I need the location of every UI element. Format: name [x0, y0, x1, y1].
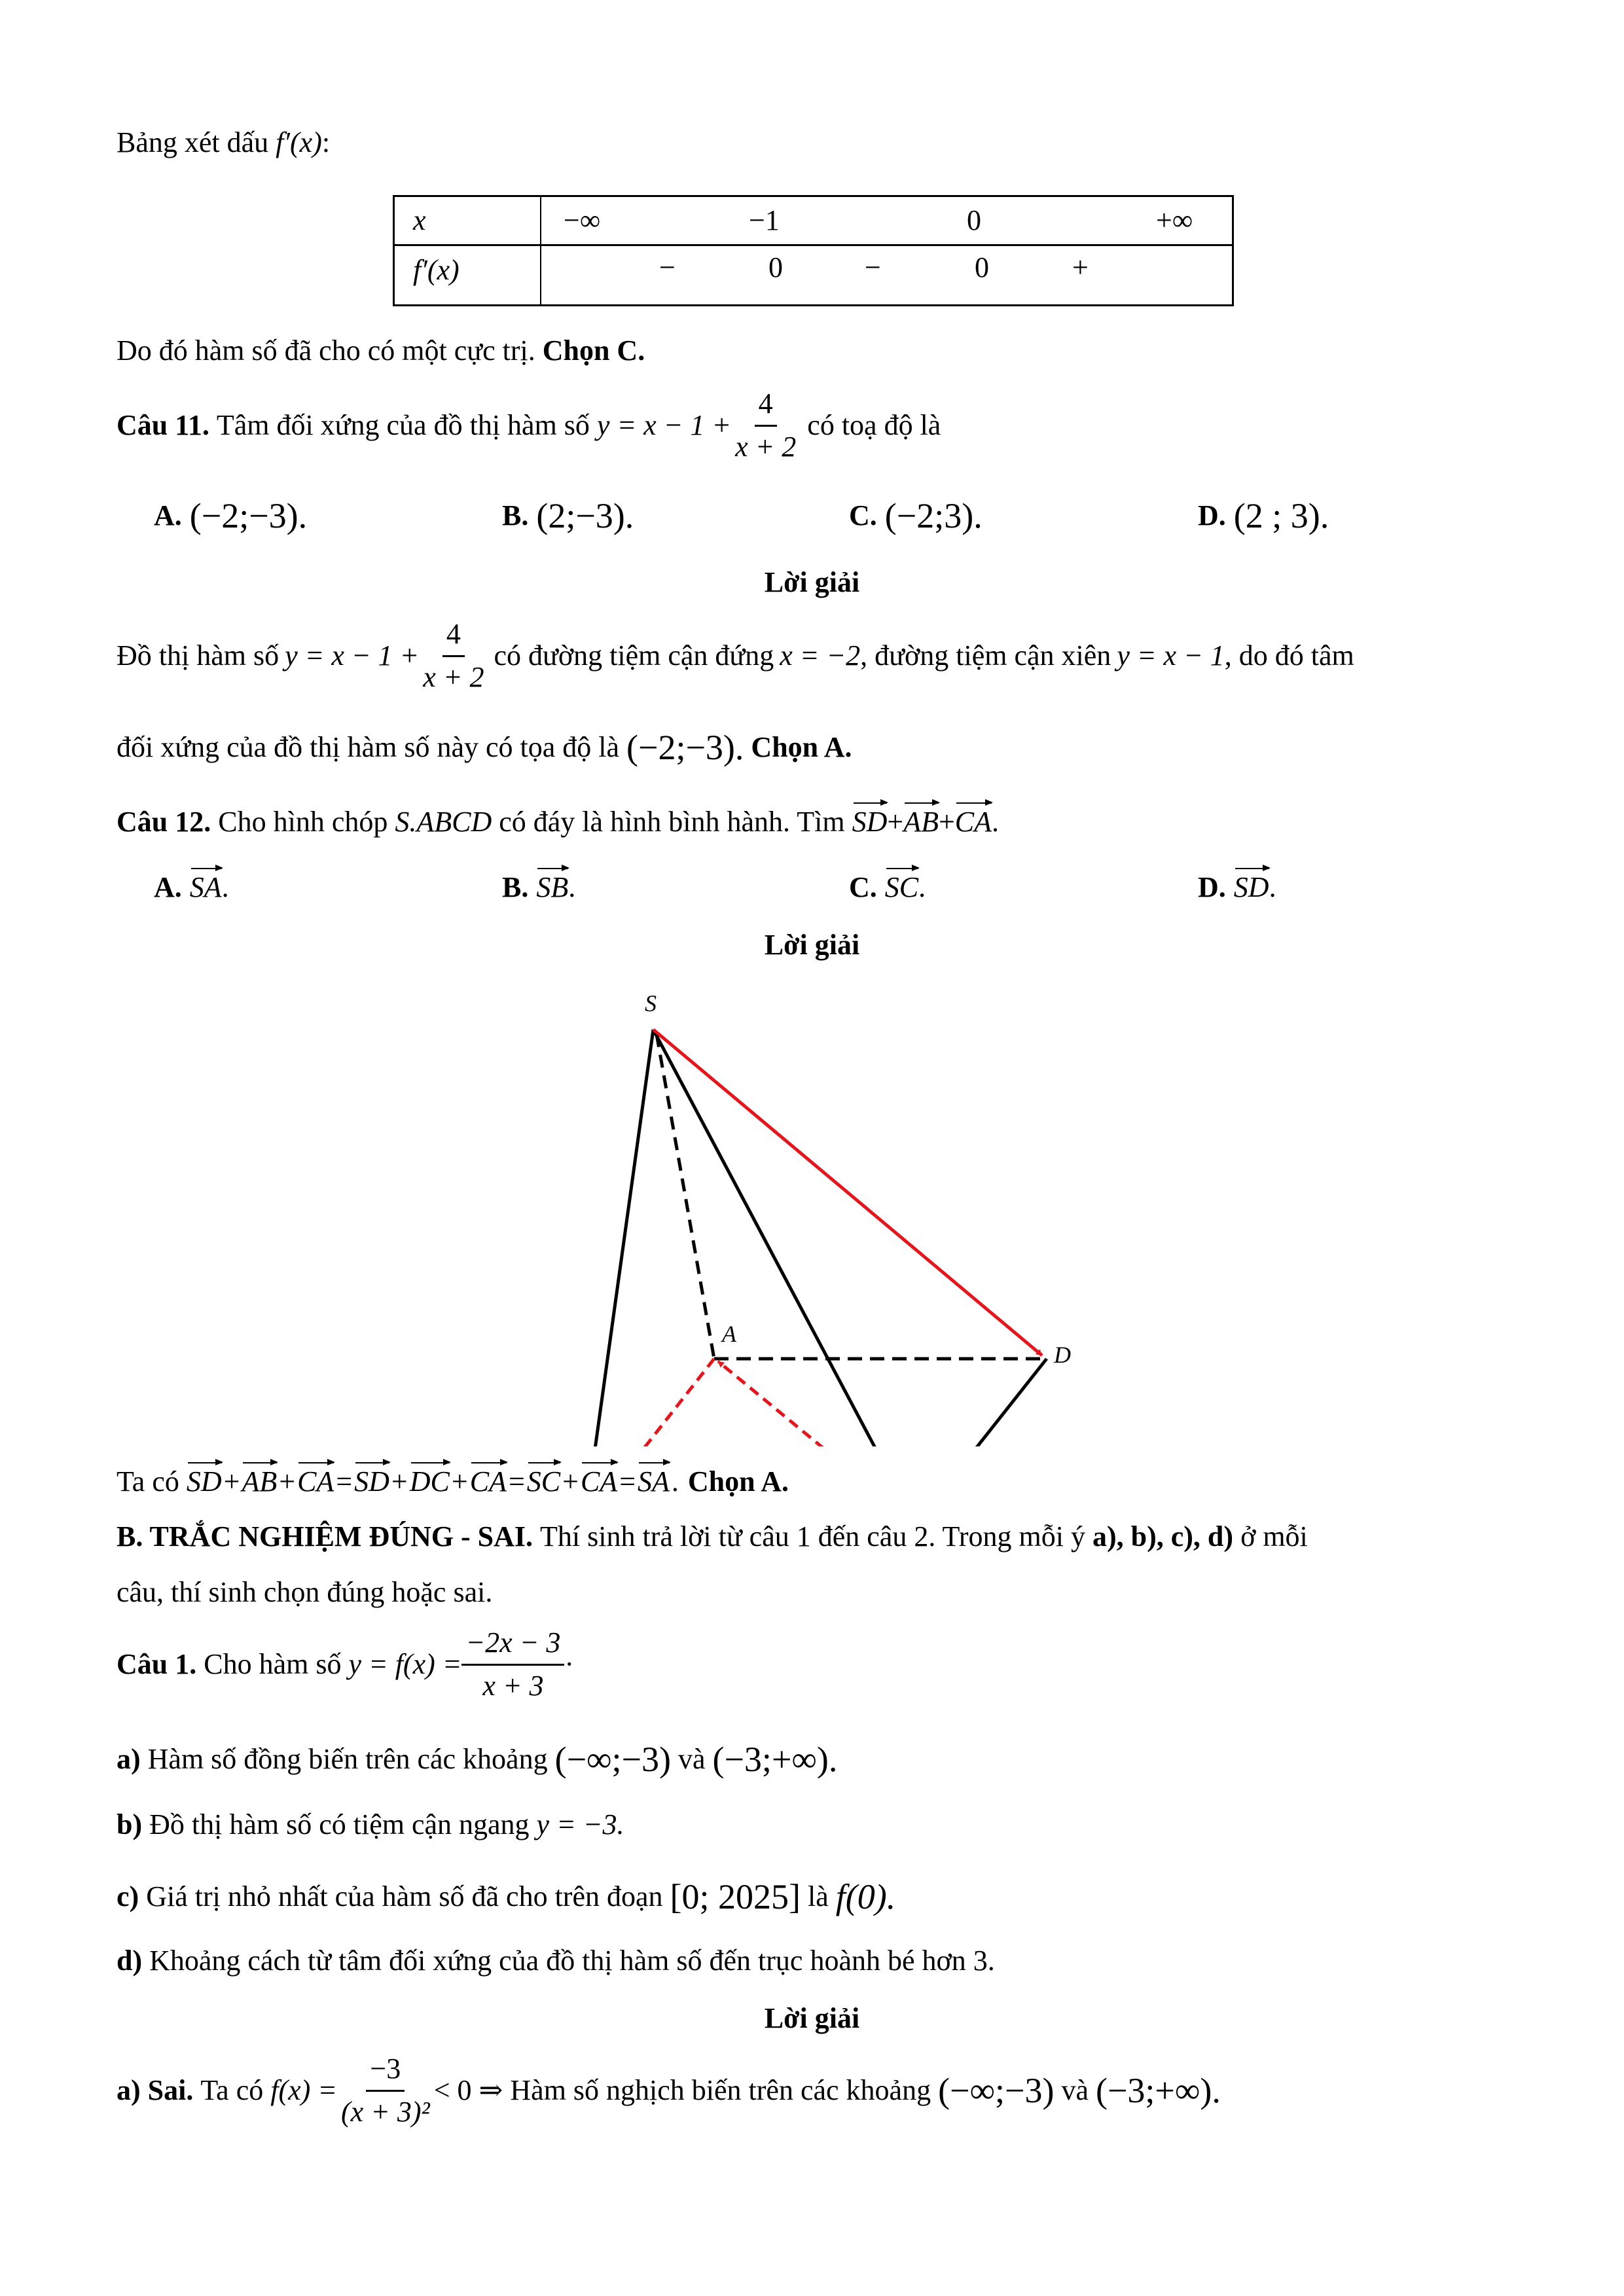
solution-a-expression	[270, 2053, 503, 2128]
sign-table-intro	[117, 126, 330, 160]
section-b-intro	[117, 1520, 1308, 1554]
sign-table-sign: 0	[768, 251, 783, 283]
chain-vector: SD	[354, 1465, 389, 1499]
statement-label: b)	[117, 1808, 143, 1840]
sign-table-colon: :	[321, 126, 331, 158]
q1-statement-c[interactable]	[117, 1876, 895, 1918]
q11-sol-line2-text: đối xứng của đồ thị hàm số này có tọa độ là	[117, 731, 620, 763]
statement-text: Hàm số đồng biến trên các khoảng	[147, 1743, 548, 1775]
section-b-intro-line2	[117, 1575, 492, 1610]
option-period: .	[568, 871, 576, 903]
sign-table-sign: −	[659, 251, 676, 283]
q11-sol-fraction	[419, 618, 488, 694]
sign-table-func: f′(x)	[276, 126, 322, 158]
solution-a-math2: (−3;+∞).	[1095, 2070, 1221, 2110]
statement-text: Giá trị nhỏ nhất của hàm số đã cho trên đoạn	[146, 1880, 663, 1912]
q12-sol-chain	[187, 1465, 681, 1499]
q11-frac-num: 4	[755, 387, 777, 427]
option-value: (−2;−3).	[189, 496, 308, 535]
option-vector: SD	[1234, 870, 1269, 905]
option-label: A.	[154, 499, 182, 531]
q11-sol-va-group	[780, 639, 1111, 673]
section-b-heading: B. TRẮC NGHIỆM ĐÚNG - SAI.	[117, 1520, 533, 1552]
solution-a-lhs: f(x) =	[270, 2073, 337, 2106]
chain-vector: SC	[527, 1465, 560, 1499]
statement-and: và	[677, 1743, 706, 1775]
edge-SA	[657, 1034, 714, 1359]
vector-SD	[653, 1030, 1042, 1355]
q11-sol-mid2: , đường tiệm cận xiên	[860, 639, 1111, 672]
q11-option-c[interactable]	[849, 495, 983, 537]
sign-table-sign: +	[1072, 251, 1089, 283]
chain-operator: +	[451, 1465, 468, 1498]
q12-pyramid: S.ABCD	[395, 806, 492, 838]
edge-SB	[585, 1030, 653, 1446]
option-period: .	[221, 871, 229, 903]
chain-operator: =	[619, 1465, 636, 1498]
chain-operator: +	[223, 1465, 240, 1498]
sign-table-x-label: x	[413, 204, 426, 236]
statement-label: d)	[117, 1945, 143, 1977]
chain-operator: =	[336, 1465, 353, 1498]
chain-vector: DC	[410, 1465, 450, 1499]
option-label: B.	[502, 499, 529, 531]
option-vector: SB	[536, 870, 568, 905]
sign-table-func-group	[276, 126, 330, 160]
q11-sol-expr: y = x − 1 +	[285, 639, 420, 672]
section-b-text3: câu, thí sinh chọn đúng hoặc sai.	[117, 1576, 493, 1608]
option-vector: SC	[885, 870, 918, 905]
statement-label: a)	[117, 1743, 141, 1775]
q11-text-before: Tâm đối xứng của đồ thị hàm số	[216, 408, 590, 441]
q12-solution-line	[117, 1465, 789, 1499]
q11-frac-den: x + 2	[735, 430, 797, 463]
solution-a-and: và	[1061, 2073, 1089, 2106]
sign-table-x-value: −1	[749, 204, 780, 236]
solution-a-math1: (−∞;−3)	[938, 2070, 1055, 2110]
sign-table-col-divider	[540, 197, 541, 304]
q1-statement-d[interactable]	[117, 1944, 995, 1979]
q11-stem	[117, 387, 941, 463]
q12-label: Câu 12.	[117, 806, 211, 838]
q12-stem	[117, 805, 999, 840]
statement-math: y = −3.	[536, 1808, 624, 1840]
q11-solution-line2	[117, 726, 852, 769]
solution-a-frac-num: −3	[366, 2053, 405, 2092]
sign-table-x-value: −∞	[564, 204, 601, 236]
q11-label: Câu 11.	[117, 408, 209, 441]
statement-and: là	[807, 1880, 829, 1912]
q12-vector: AB	[903, 805, 939, 840]
q12-option-c[interactable]	[849, 870, 926, 905]
chain-operator: .	[671, 1465, 679, 1498]
sign-table-x-value: 0	[967, 204, 981, 236]
q12-vector-sum	[852, 805, 999, 840]
q1-fraction	[461, 1626, 564, 1702]
edge-CD	[916, 1359, 1047, 1446]
section-b-text2: ở mỗi	[1240, 1520, 1308, 1552]
q12-text-before: Cho hình chóp	[218, 806, 388, 838]
option-label: B.	[502, 871, 529, 903]
sign-table-f-label: f′(x)	[413, 254, 460, 286]
q1-expression	[348, 1626, 574, 1702]
q1-stem	[117, 1626, 574, 1702]
solution-a-frac-den: (x + 3)²	[340, 2095, 430, 2128]
chain-vector: SA	[638, 1465, 670, 1499]
option-label: C.	[849, 871, 877, 903]
option-label: A.	[154, 871, 182, 903]
sign-table	[393, 195, 1234, 306]
q11-expression	[597, 387, 800, 463]
sign-table-sign: −	[865, 251, 881, 283]
q11-text-after: có toạ độ là	[807, 408, 941, 441]
q11-sol-frac-num: 4	[442, 618, 465, 657]
option-period: .	[1269, 871, 1276, 903]
vertex-label-A: A	[722, 1321, 736, 1347]
q11-solution-line1	[117, 618, 1354, 694]
section-b-items: a), b), c), d)	[1092, 1520, 1234, 1552]
q11-sol-choice: Chọn A.	[751, 731, 852, 763]
q12-solution-heading: Lời giải	[764, 929, 860, 961]
q1-expr-lhs: y = f(x) =	[348, 1647, 462, 1680]
q12-sol-choice: Chọn A.	[687, 1465, 789, 1498]
q11-sol-frac-den: x + 2	[423, 660, 484, 693]
q12-vector: SD	[852, 805, 888, 840]
q10-conclusion	[117, 334, 645, 368]
chain-operator: +	[391, 1465, 408, 1498]
q11-sol-mid: có đường tiệm cận đứng	[494, 639, 774, 672]
q12-vector: CA	[955, 805, 992, 840]
q11-option-b[interactable]	[502, 495, 634, 537]
q12-text-mid: có đáy là hình bình hành. Tìm	[499, 806, 845, 838]
option-value: (2;−3).	[536, 496, 634, 535]
pyramid-figure	[524, 975, 1113, 1446]
option-value: (2 ; 3).	[1233, 496, 1329, 535]
q10-choice: Chọn C.	[542, 334, 645, 367]
plus-sign: +	[887, 806, 904, 838]
sign-table-label: Bảng xét dấu	[117, 126, 269, 158]
period: .	[992, 806, 1000, 838]
sign-table-row-divider	[395, 244, 1232, 246]
plus-sign: +	[938, 806, 955, 838]
q1-text-before: Cho hàm số	[204, 1647, 342, 1680]
option-label: D.	[1198, 871, 1226, 903]
q1-statement-b[interactable]	[117, 1808, 624, 1842]
q11-sol-va: x = −2	[780, 639, 861, 672]
q1-frac-den: x + 3	[482, 1669, 544, 1702]
solution-a-prefix: Ta có	[200, 2073, 264, 2106]
vertex-label-S: S	[645, 990, 657, 1016]
q11-sol-point: (−2;−3).	[626, 728, 744, 767]
statement-math: 3.	[973, 1945, 995, 1977]
chain-vector: CA	[581, 1465, 617, 1499]
option-value: (−2;3).	[884, 496, 983, 535]
edge-SC	[653, 1030, 916, 1446]
option-period: .	[918, 871, 926, 903]
q1-solution-a	[117, 2053, 1221, 2128]
q11-sol-expression	[285, 618, 488, 694]
q12-option-b[interactable]	[502, 870, 575, 905]
q1-statement-a[interactable]	[117, 1738, 837, 1781]
q1-solution-heading: Lời giải	[764, 2002, 860, 2034]
statement-math: [0; 2025]	[670, 1877, 801, 1916]
statement-math2: f(0).	[835, 1877, 896, 1916]
statement-text: Đồ thị hàm số có tiệm cận ngang	[149, 1808, 530, 1840]
q11-expr-lhs: y = x − 1 +	[596, 408, 732, 441]
section-b-text1: Thí sinh trả lời từ câu 1 đến câu 2. Trong mỗi ý	[540, 1520, 1085, 1552]
chain-vector: AB	[242, 1465, 277, 1499]
statement-label: c)	[117, 1880, 139, 1912]
vertex-label-D: D	[1054, 1342, 1071, 1368]
q1-label: Câu 1.	[117, 1647, 197, 1680]
q11-option-a[interactable]	[154, 495, 307, 537]
chain-operator: =	[508, 1465, 525, 1498]
q11-sol-oa-group	[1117, 639, 1354, 673]
solution-a-rhs: < 0 ⇒	[433, 2073, 503, 2106]
q11-sol-end: , do đó tâm	[1224, 639, 1354, 672]
q1-period: ·	[564, 1647, 575, 1680]
chain-operator: +	[562, 1465, 579, 1498]
q12-option-d[interactable]	[1198, 870, 1276, 905]
statement-text: Khoảng cách từ tâm đối xứng của đồ thị hàm số đến trục hoành bé hơn	[149, 1945, 966, 1977]
statement-math: (−∞;−3)	[554, 1740, 671, 1779]
chain-vector: CA	[297, 1465, 334, 1499]
q11-fraction	[731, 387, 800, 463]
sign-table-sign: 0	[975, 251, 989, 283]
option-vector: SA	[190, 870, 222, 905]
chain-vector: CA	[470, 1465, 507, 1499]
solution-a-fraction	[337, 2053, 434, 2128]
chain-operator: +	[279, 1465, 296, 1498]
statement-math2: (−3;+∞).	[712, 1740, 838, 1779]
sign-table-x-value: +∞	[1156, 204, 1193, 236]
vector-CA	[718, 1361, 916, 1446]
chain-vector: SD	[187, 1465, 222, 1499]
q10-conclusion-text: Do đó hàm số đã cho có một cực trị.	[117, 334, 535, 367]
q12-option-a[interactable]	[154, 870, 229, 905]
solution-a-text: Hàm số nghịch biến trên các khoảng	[510, 2073, 931, 2106]
q12-sol-prefix: Ta có	[117, 1465, 179, 1498]
q11-option-d[interactable]	[1198, 495, 1329, 537]
option-label: D.	[1198, 499, 1226, 531]
q11-solution-heading: Lời giải	[764, 566, 860, 598]
q11-sol-oa: y = x − 1	[1117, 639, 1225, 672]
solution-a-label: a) Sai.	[117, 2073, 194, 2106]
q1-frac-num: −2x − 3	[461, 1626, 564, 1666]
q11-sol-before: Đồ thị hàm số	[117, 639, 280, 672]
option-label: C.	[849, 499, 877, 531]
